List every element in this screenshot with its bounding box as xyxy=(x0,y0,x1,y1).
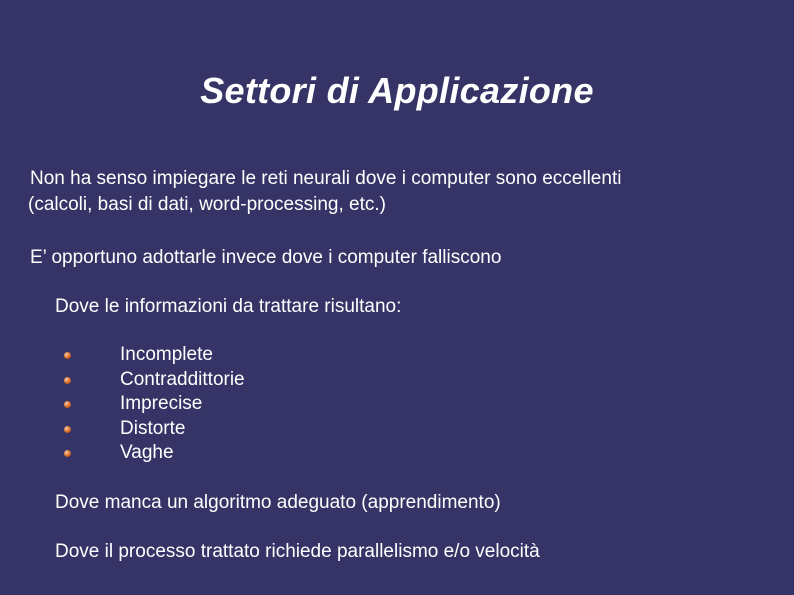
bullet-label: Imprecise xyxy=(120,393,203,414)
bullet-item-imprecise xyxy=(60,392,245,417)
bullet-label: Contraddittorie xyxy=(120,368,245,390)
paragraph-parallelism-speed: Dove il processo trattato richiede parallelismo e/o velocità xyxy=(55,541,540,562)
orange-ball-bullet-icon xyxy=(64,352,71,359)
orange-ball-bullet-icon xyxy=(64,401,71,408)
slide-title: Settori di Applicazione xyxy=(200,70,594,111)
bullet-item-incomplete xyxy=(60,343,245,368)
bullet-item-contraddittorie xyxy=(60,368,245,393)
paragraph-information-conditions: Dove le informazioni da trattare risultano: xyxy=(55,296,402,317)
bullet-label: Distorte xyxy=(120,417,186,439)
bullet-item-distorte xyxy=(60,417,245,442)
bullet-label: Incomplete xyxy=(120,344,213,365)
orange-ball-bullet-icon xyxy=(64,450,71,457)
orange-ball-bullet-icon xyxy=(64,426,71,433)
bullet-item-vaghe xyxy=(60,441,245,466)
paragraph-computers-excel-line1: Non ha senso impiegare le reti neurali dove i computer sono eccellenti xyxy=(30,168,622,189)
paragraph-adopt-where-fail: E’ opportuno adottarle invece dove i computer falliscono xyxy=(30,247,502,268)
orange-ball-bullet-icon xyxy=(64,377,71,384)
bullet-list xyxy=(60,343,245,466)
paragraph-no-algorithm: Dove manca un algoritmo adeguato (apprendimento) xyxy=(55,492,501,513)
bullet-label: Vaghe xyxy=(120,442,174,463)
paragraph-computers-excel-line2: (calcoli, basi di dati, word-processing, etc.) xyxy=(28,194,386,215)
paragraph-computers-excel xyxy=(30,166,621,218)
